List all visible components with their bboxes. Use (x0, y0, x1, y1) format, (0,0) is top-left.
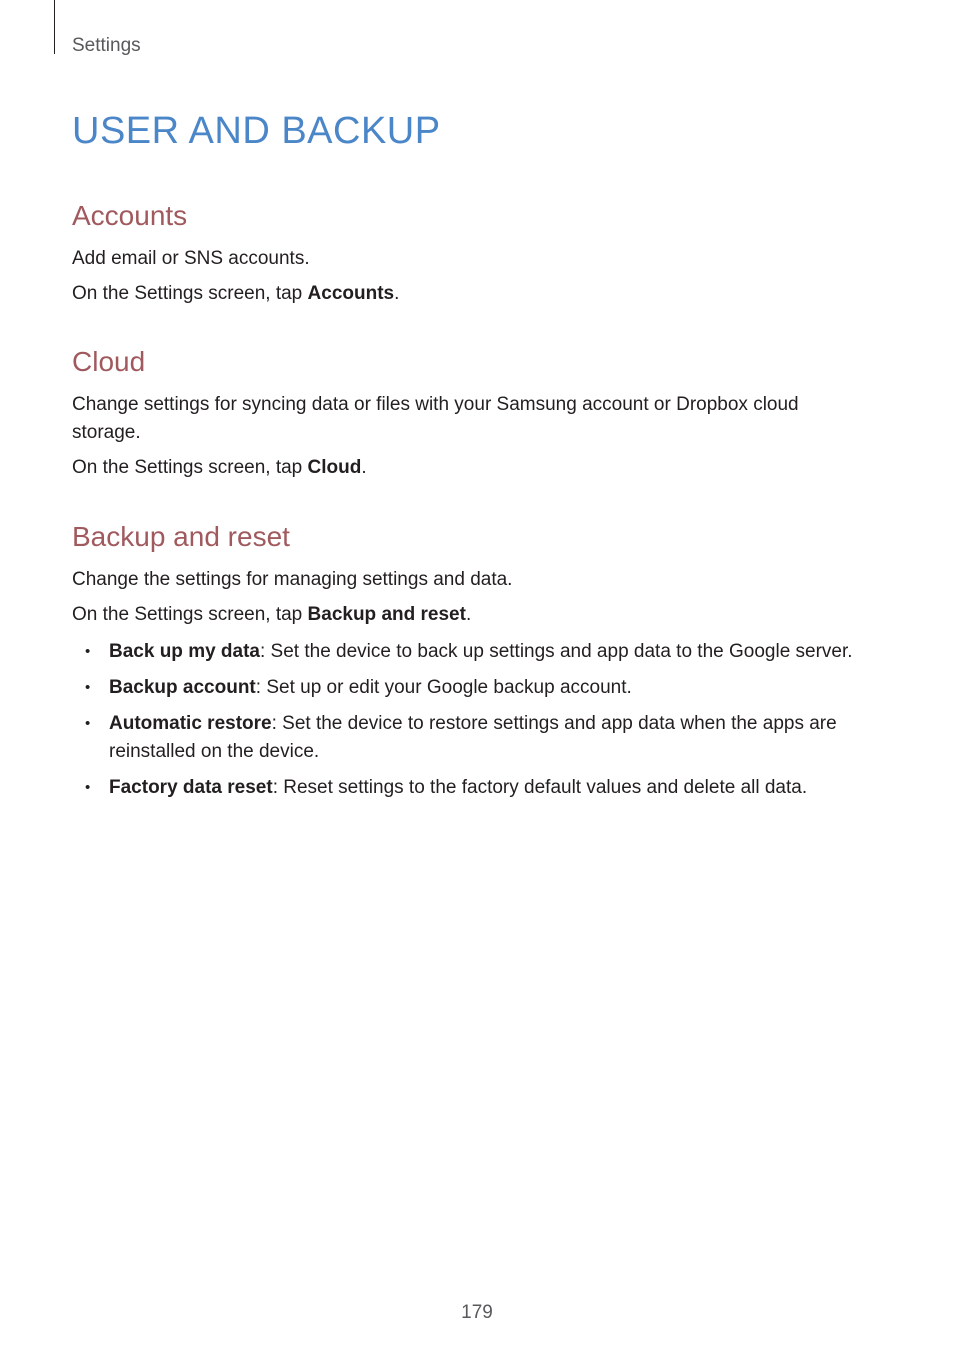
accounts-description: Add email or SNS accounts. (72, 248, 310, 269)
list-item-factory-data-reset (72, 774, 872, 802)
list-item-term: Automatic restore (109, 713, 272, 734)
backup-options-list (72, 638, 872, 802)
section-accounts (72, 198, 872, 315)
header-margin-rule (54, 0, 55, 54)
instruction-target: Accounts (307, 283, 395, 304)
list-item-text: : Set the device to restore settings and app data when the apps are reinstalled on the device. (109, 713, 837, 762)
list-item-term: Factory data reset (109, 777, 273, 798)
bullet-icon: • (85, 715, 91, 732)
list-item-automatic-restore (72, 710, 872, 766)
section-backup-and-reset (72, 519, 872, 810)
page-title: USER AND BACKUP (72, 110, 441, 152)
instruction-suffix: . (465, 604, 472, 625)
instruction-prefix: On the Settings screen, tap (72, 457, 308, 478)
running-header: Settings (72, 35, 141, 56)
cloud-instruction (72, 454, 872, 482)
bullet-icon: • (85, 679, 91, 696)
list-item-backup-account (72, 674, 872, 702)
instruction-prefix: On the Settings screen, tap (72, 604, 308, 625)
page-number: 179 (461, 1302, 493, 1323)
accounts-instruction (72, 280, 872, 308)
instruction-target: Backup and reset (307, 604, 466, 625)
section-heading-cloud: Cloud (72, 346, 146, 377)
list-item-text: : Set the device to back up settings and app data to the Google server. (260, 641, 853, 662)
instruction-prefix: On the Settings screen, tap (72, 283, 308, 304)
cloud-description: Change settings for syncing data or files with your Samsung account or Dropbox cloud storage. (72, 394, 799, 443)
section-heading-accounts: Accounts (72, 200, 188, 231)
section-heading-backup-and-reset: Backup and reset (72, 521, 290, 552)
backup-reset-instruction (72, 601, 872, 629)
list-item-text: : Reset settings to the factory default values and delete all data. (272, 777, 808, 798)
bullet-icon: • (85, 779, 91, 796)
list-item-text: : Set up or edit your Google backup account. (255, 677, 632, 698)
list-item-back-up-my-data (72, 638, 872, 666)
backup-reset-description: Change the settings for managing settings and data. (72, 569, 513, 590)
section-cloud (72, 344, 872, 489)
instruction-suffix: . (361, 457, 367, 478)
instruction-suffix: . (394, 283, 400, 304)
list-item-term: Backup account (109, 677, 256, 698)
instruction-target: Cloud (307, 457, 362, 478)
list-item-term: Back up my data (109, 641, 260, 662)
bullet-icon: • (85, 643, 91, 660)
